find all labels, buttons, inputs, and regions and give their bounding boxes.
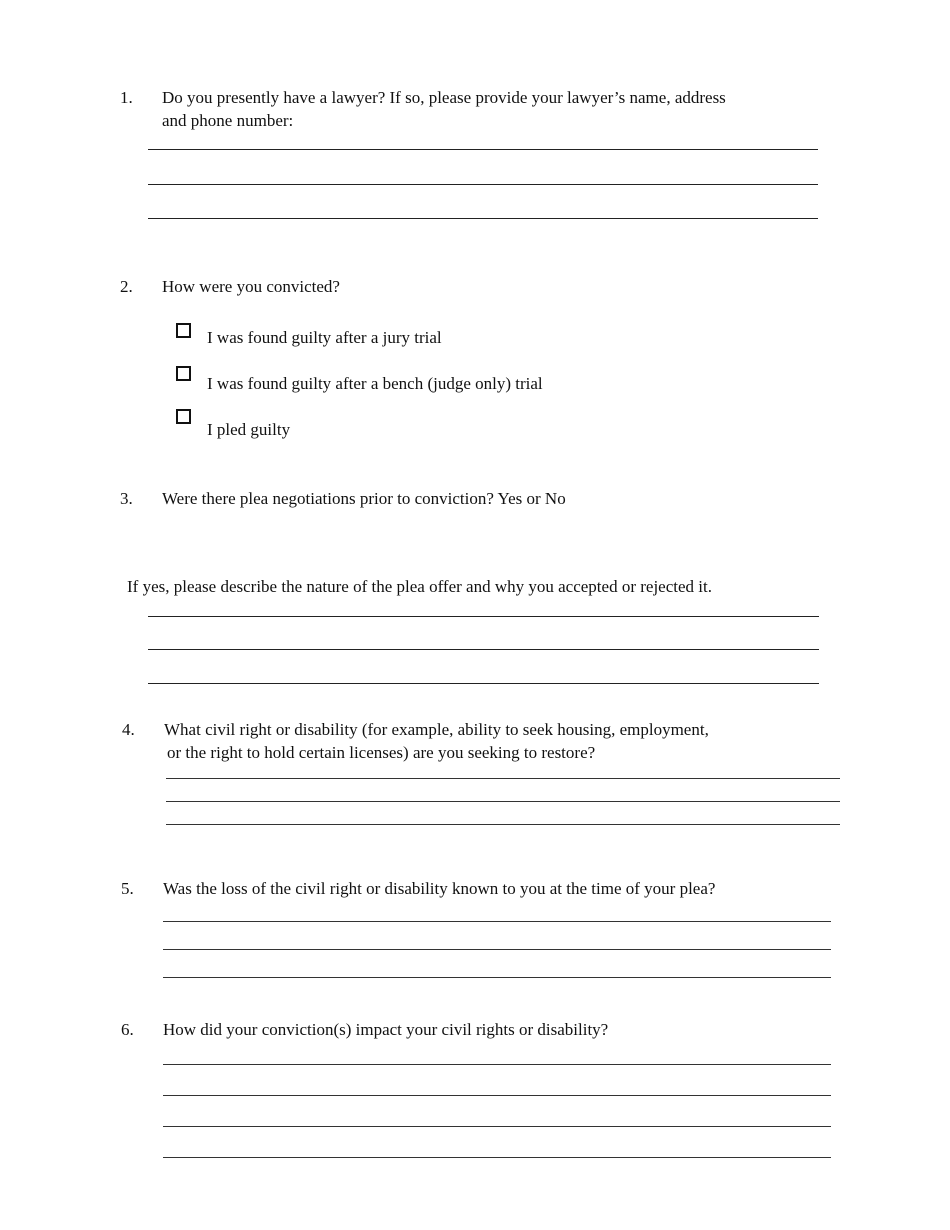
question-4-text-line-1: What civil right or disability (for example, ability to seek housing, employment, [164, 720, 709, 739]
question-6-number: 6. [121, 1020, 134, 1039]
question-5-answer-line-1[interactable] [163, 921, 831, 922]
question-1-answer-line-1[interactable] [148, 149, 818, 150]
question-6-answer-line-3[interactable] [163, 1126, 831, 1127]
question-1-number: 1. [120, 88, 133, 107]
question-1-text-line-2: and phone number: [162, 111, 294, 130]
question-6-answer-line-1[interactable] [163, 1064, 831, 1065]
question-5-number: 5. [121, 879, 134, 898]
question-3-text: Were there plea negotiations prior to conviction? Yes or No [162, 489, 566, 508]
bench-trial-option-label: I was found guilty after a bench (judge only) trial [207, 374, 543, 393]
question-3-answer-line-1[interactable] [148, 616, 819, 617]
question-3-number: 3. [120, 489, 133, 508]
question-3-answer-line-3[interactable] [148, 683, 819, 684]
question-4-number: 4. [122, 720, 135, 739]
question-3-answer-line-2[interactable] [148, 649, 819, 650]
question-4-text-line-2: or the right to hold certain licenses) are you seeking to restore? [167, 743, 596, 762]
jury-trial-checkbox[interactable] [176, 323, 191, 338]
question-6-text: How did your conviction(s) impact your civil rights or disability? [163, 1020, 609, 1039]
question-4-answer-line-2[interactable] [166, 801, 840, 802]
pled-guilty-checkbox[interactable] [176, 409, 191, 424]
question-5-text: Was the loss of the civil right or disability known to you at the time of your plea? [163, 879, 716, 898]
bench-trial-checkbox[interactable] [176, 366, 191, 381]
pled-guilty-option-label: I pled guilty [207, 420, 291, 439]
question-3-followup-text: If yes, please describe the nature of the plea offer and why you accepted or rejected it. [127, 577, 712, 596]
question-5-answer-line-3[interactable] [163, 977, 831, 978]
question-1-answer-line-3[interactable] [148, 218, 818, 219]
question-4-answer-line-1[interactable] [166, 778, 840, 779]
question-2-number: 2. [120, 277, 133, 296]
question-5-answer-line-2[interactable] [163, 949, 831, 950]
question-4-answer-line-3[interactable] [166, 824, 840, 825]
question-2-text: How were you convicted? [162, 277, 340, 296]
question-1-answer-line-2[interactable] [148, 184, 818, 185]
question-6-answer-line-4[interactable] [163, 1157, 831, 1158]
question-6-answer-line-2[interactable] [163, 1095, 831, 1096]
jury-trial-option-label: I was found guilty after a jury trial [207, 328, 442, 347]
question-1-text-line-1: Do you presently have a lawyer? If so, please provide your lawyer’s name, address [162, 88, 726, 107]
